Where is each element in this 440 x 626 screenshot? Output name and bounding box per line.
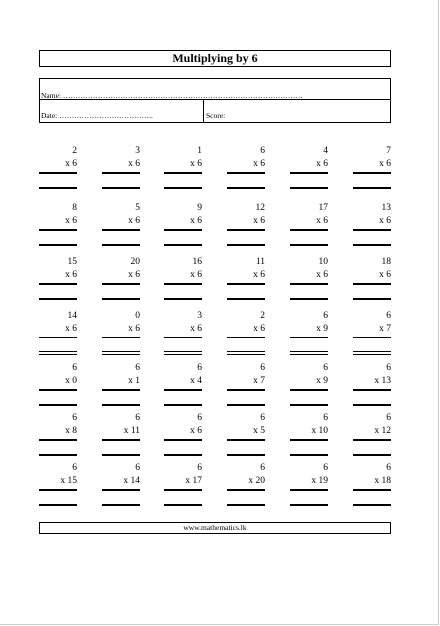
problem: [290, 311, 328, 357]
answer-line: [39, 229, 77, 231]
multiplier: x 8: [65, 426, 77, 436]
answer-line: [102, 283, 140, 285]
answer-underline: [164, 454, 202, 456]
answer-line: [290, 172, 328, 174]
multiplicand: 3: [197, 311, 202, 321]
multiplicand: 6: [135, 363, 140, 373]
answer-underline: [227, 454, 265, 456]
multiplicand: 6: [72, 363, 77, 373]
multiplicand: 12: [255, 203, 265, 213]
multiplier: x 6: [65, 324, 77, 334]
problem: [290, 413, 328, 459]
answer-line: [39, 389, 77, 391]
problem: [290, 363, 328, 409]
multiplier: x 20: [248, 476, 265, 486]
answer-line: [39, 337, 77, 338]
multiplicand: 6: [197, 463, 202, 473]
answer-line: [290, 389, 328, 391]
problem: [102, 463, 140, 509]
section-divider: [39, 351, 77, 352]
problem: [353, 311, 391, 357]
multiplicand: 6: [386, 363, 391, 373]
multiplier: x 17: [185, 476, 202, 486]
answer-underline: [290, 504, 328, 506]
multiplicand: 6: [72, 413, 77, 423]
answer-underline: [39, 454, 77, 456]
problem: [164, 203, 202, 249]
answer-line: [353, 337, 391, 338]
answer-line: [353, 389, 391, 391]
answer-underline: [102, 244, 140, 246]
multiplicand: 6: [197, 363, 202, 373]
multiplier: x 6: [253, 324, 265, 334]
answer-underline: [102, 187, 140, 189]
answer-line: [102, 439, 140, 441]
multiplicand: 6: [260, 463, 265, 473]
answer-line: [164, 337, 202, 338]
multiplier: x 6: [65, 216, 77, 226]
answer-line: [164, 283, 202, 285]
footer-url: www.mathematics.lk: [183, 523, 247, 532]
answer-underline: [164, 504, 202, 506]
multiplicand: 9: [197, 203, 202, 213]
answer-underline: [102, 298, 140, 300]
answer-underline: [164, 244, 202, 246]
multiplier: x 15: [60, 476, 77, 486]
answer-underline: [39, 404, 77, 406]
problem: [164, 311, 202, 357]
answer-line: [102, 489, 140, 491]
name-label: Name: ……………………………………………………………………………………: [41, 91, 303, 100]
multiplier: x 10: [311, 426, 328, 436]
problem: [353, 363, 391, 409]
multiplier: x 5: [253, 426, 265, 436]
answer-line: [227, 172, 265, 174]
answer-line: [353, 283, 391, 285]
answer-underline: [290, 244, 328, 246]
multiplier: x 6: [190, 216, 202, 226]
answer-line: [290, 229, 328, 231]
multiplicand: 8: [72, 203, 77, 213]
multiplier: x 1: [128, 376, 140, 386]
problem: [164, 413, 202, 459]
multiplicand: 6: [260, 146, 265, 156]
answer-line: [39, 283, 77, 285]
answer-underline: [290, 187, 328, 189]
problem: [290, 463, 328, 509]
multiplicand: 17: [318, 203, 328, 213]
answer-underline: [164, 187, 202, 189]
answer-underline: [290, 298, 328, 300]
footer: [39, 522, 391, 534]
multiplicand: 20: [130, 257, 140, 267]
answer-underline: [227, 244, 265, 246]
section-divider: [164, 351, 202, 352]
answer-line: [290, 283, 328, 285]
section-divider: [290, 354, 328, 355]
section-divider: [39, 354, 77, 355]
problem: [39, 463, 77, 509]
problem: [353, 146, 391, 192]
problem: [290, 203, 328, 249]
multiplier: x 12: [374, 426, 391, 436]
answer-underline: [39, 244, 77, 246]
section-divider: [227, 354, 265, 355]
answer-line: [353, 172, 391, 174]
section-divider: [164, 354, 202, 355]
problem: [39, 146, 77, 192]
multiplicand: 4: [323, 146, 328, 156]
problem: [227, 257, 265, 303]
problem: [102, 203, 140, 249]
problem: [227, 363, 265, 409]
multiplier: x 6: [316, 216, 328, 226]
answer-line: [353, 439, 391, 441]
multiplicand: 11: [255, 257, 265, 267]
multiplier: x 19: [311, 476, 328, 486]
problem: [102, 257, 140, 303]
multiplier: x 6: [65, 159, 77, 169]
section-divider: [353, 351, 391, 352]
info-divider: [203, 100, 204, 122]
multiplicand: 6: [323, 413, 328, 423]
multiplier: x 9: [316, 324, 328, 334]
multiplier: x 6: [190, 324, 202, 334]
answer-underline: [39, 298, 77, 300]
section-divider: [290, 351, 328, 352]
multiplicand: 6: [135, 413, 140, 423]
answer-line: [102, 229, 140, 231]
answer-line: [102, 337, 140, 338]
problem: [39, 257, 77, 303]
section-divider: [227, 351, 265, 352]
multiplier: x 13: [374, 376, 391, 386]
answer-line: [39, 439, 77, 441]
multiplier: x 6: [128, 270, 140, 280]
answer-line: [102, 172, 140, 174]
answer-line: [39, 489, 77, 491]
multiplier: x 6: [253, 270, 265, 280]
multiplicand: 6: [323, 311, 328, 321]
answer-underline: [353, 244, 391, 246]
multiplicand: 0: [135, 311, 140, 321]
problem: [164, 146, 202, 192]
problem: [227, 146, 265, 192]
multiplier: x 6: [316, 270, 328, 280]
multiplicand: 6: [260, 363, 265, 373]
section-divider: [353, 354, 391, 355]
problem: [102, 413, 140, 459]
multiplier: x 6: [379, 159, 391, 169]
problem: [102, 311, 140, 357]
multiplier: x 6: [253, 159, 265, 169]
answer-underline: [353, 454, 391, 456]
multiplicand: 15: [67, 257, 77, 267]
answer-underline: [227, 298, 265, 300]
name-row: [40, 79, 390, 100]
answer-line: [164, 439, 202, 441]
multiplier: x 6: [379, 216, 391, 226]
answer-line: [227, 389, 265, 391]
answer-underline: [290, 454, 328, 456]
section-divider: [102, 354, 140, 355]
multiplicand: 5: [135, 203, 140, 213]
multiplicand: 2: [72, 146, 77, 156]
problem: [164, 463, 202, 509]
problem: [102, 146, 140, 192]
multiplicand: 2: [260, 311, 265, 321]
problem: [227, 203, 265, 249]
answer-line: [164, 229, 202, 231]
multiplier: x 7: [253, 376, 265, 386]
section-divider: [102, 351, 140, 352]
multiplier: x 14: [123, 476, 140, 486]
answer-line: [353, 489, 391, 491]
multiplicand: 13: [381, 203, 391, 213]
problem: [227, 311, 265, 357]
multiplicand: 6: [386, 311, 391, 321]
problem: [39, 363, 77, 409]
title-text: Multiplying by 6: [172, 51, 258, 65]
multiplicand: 6: [135, 463, 140, 473]
date-score-row: [40, 100, 390, 122]
answer-underline: [164, 298, 202, 300]
multiplier: x 6: [379, 270, 391, 280]
problem: [39, 413, 77, 459]
worksheet-title: [39, 50, 391, 67]
multiplicand: 6: [386, 463, 391, 473]
answer-underline: [102, 504, 140, 506]
multiplier: x 6: [190, 270, 202, 280]
answer-line: [39, 172, 77, 174]
problem: [39, 203, 77, 249]
multiplicand: 6: [323, 463, 328, 473]
answer-underline: [353, 298, 391, 300]
answer-underline: [102, 454, 140, 456]
answer-underline: [227, 504, 265, 506]
multiplicand: 6: [72, 463, 77, 473]
answer-line: [102, 389, 140, 391]
answer-line: [164, 389, 202, 391]
answer-line: [227, 439, 265, 441]
problem: [353, 463, 391, 509]
multiplier: x 4: [190, 376, 202, 386]
multiplier: x 11: [123, 426, 140, 436]
problem: [164, 257, 202, 303]
multiplier: x 0: [65, 376, 77, 386]
problem: [164, 363, 202, 409]
answer-line: [164, 489, 202, 491]
multiplicand: 18: [381, 257, 391, 267]
answer-line: [164, 172, 202, 174]
problem: [353, 257, 391, 303]
answer-line: [290, 337, 328, 338]
answer-line: [290, 489, 328, 491]
multiplier: x 6: [128, 216, 140, 226]
answer-underline: [353, 187, 391, 189]
multiplicand: 1: [197, 146, 202, 156]
multiplier: x 6: [190, 426, 202, 436]
score-label: Score:: [206, 111, 226, 120]
multiplicand: 6: [323, 363, 328, 373]
answer-underline: [227, 404, 265, 406]
multiplicand: 3: [135, 146, 140, 156]
problem: [227, 413, 265, 459]
problem: [353, 413, 391, 459]
problem: [227, 463, 265, 509]
answer-line: [227, 489, 265, 491]
multiplier: x 6: [190, 159, 202, 169]
multiplicand: 16: [192, 257, 202, 267]
multiplicand: 6: [386, 413, 391, 423]
answer-line: [227, 337, 265, 338]
multiplier: x 7: [379, 324, 391, 334]
answer-line: [227, 283, 265, 285]
multiplier: x 6: [128, 324, 140, 334]
answer-underline: [227, 187, 265, 189]
problem: [290, 146, 328, 192]
problem: [102, 363, 140, 409]
answer-underline: [39, 504, 77, 506]
multiplier: x 18: [374, 476, 391, 486]
multiplier: x 6: [253, 216, 265, 226]
date-label: Date: ………………………………..: [41, 111, 153, 120]
multiplicand: 14: [67, 311, 77, 321]
multiplicand: 6: [260, 413, 265, 423]
multiplier: x 6: [316, 159, 328, 169]
problem: [353, 203, 391, 249]
multiplier: x 6: [128, 159, 140, 169]
multiplicand: 10: [318, 257, 328, 267]
multiplier: x 9: [316, 376, 328, 386]
problem: [290, 257, 328, 303]
multiplicand: 7: [386, 146, 391, 156]
answer-underline: [353, 404, 391, 406]
answer-line: [353, 229, 391, 231]
answer-line: [290, 439, 328, 441]
answer-underline: [290, 404, 328, 406]
multiplier: x 6: [65, 270, 77, 280]
answer-underline: [164, 404, 202, 406]
answer-underline: [102, 404, 140, 406]
multiplicand: 6: [197, 413, 202, 423]
answer-underline: [353, 504, 391, 506]
problem: [39, 311, 77, 357]
student-info-box: [39, 78, 391, 123]
answer-line: [227, 229, 265, 231]
answer-underline: [39, 187, 77, 189]
